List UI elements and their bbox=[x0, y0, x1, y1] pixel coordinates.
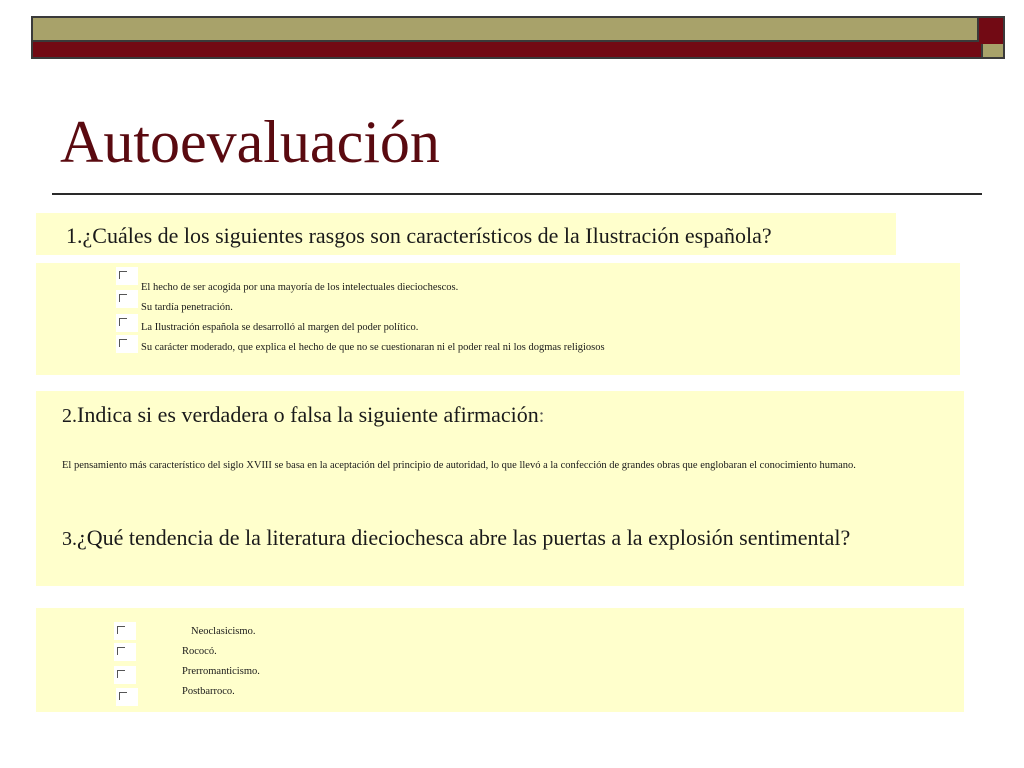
q1-option-2-label: Su tardía penetración. bbox=[141, 302, 233, 313]
q2-statement: El pensamiento más característico del siglo XVIII se basa en la aceptación del principio de autoridad, lo que llevó a la confección de grandes obras que englobaran el conocimiento humano. bbox=[62, 460, 856, 471]
q2-number: 2. bbox=[62, 405, 77, 427]
q2-question bbox=[62, 402, 544, 428]
q1-option-2-checkbox[interactable] bbox=[116, 290, 138, 308]
header-square-bottom bbox=[981, 44, 1003, 57]
checkbox-icon bbox=[119, 294, 127, 302]
q1-option-3-label: La Ilustración española se desarrolló al margen del poder político. bbox=[141, 322, 419, 333]
q1-options-panel bbox=[36, 263, 960, 375]
checkbox-icon bbox=[117, 626, 125, 634]
checkbox-icon bbox=[119, 271, 127, 279]
q1-option-1-checkbox[interactable] bbox=[116, 267, 138, 285]
q2-question-text: Indica si es verdadera o falsa la siguiente afirmación bbox=[77, 402, 539, 427]
q3-option-1-checkbox[interactable] bbox=[114, 622, 136, 640]
q3-option-2-label: Rococó. bbox=[182, 646, 217, 657]
q3-option-2-checkbox[interactable] bbox=[114, 643, 136, 661]
q1-question: 1.¿Cuáles de los siguientes rasgos son característicos de la Ilustración española? bbox=[66, 223, 772, 248]
q3-option-3-checkbox[interactable] bbox=[114, 666, 136, 684]
page-title: Autoevaluación bbox=[60, 109, 440, 175]
q3-number: 3. bbox=[62, 528, 77, 550]
q3-options-panel bbox=[36, 608, 964, 712]
q2-q3-panel bbox=[36, 391, 964, 586]
q3-option-3-label: Prerromanticismo. bbox=[182, 666, 260, 677]
checkbox-icon bbox=[119, 692, 127, 700]
q1-option-4-label: Su carácter moderado, que explica el hecho de que no se cuestionaran ni el poder real ni los dogmas religiosos bbox=[141, 342, 605, 353]
q3-option-4-checkbox[interactable] bbox=[116, 688, 138, 706]
checkbox-icon bbox=[117, 647, 125, 655]
checkbox-icon bbox=[119, 318, 127, 326]
q1-option-1-label: El hecho de ser acogida por una mayoría de los intelectuales dieciochescos. bbox=[141, 282, 459, 293]
checkbox-icon bbox=[117, 670, 125, 678]
q3-question bbox=[62, 524, 902, 553]
title-divider bbox=[52, 193, 982, 195]
header-bar bbox=[31, 16, 1005, 59]
q3-option-4-label: Postbarroco. bbox=[182, 686, 235, 697]
q2-colon: : bbox=[538, 405, 545, 427]
checkbox-icon bbox=[119, 339, 127, 347]
q3-option-1-label: Neoclasicismo. bbox=[191, 626, 256, 637]
header-olive-band bbox=[33, 18, 979, 42]
header-square-top bbox=[981, 18, 1003, 42]
q1-question-panel bbox=[36, 213, 896, 255]
q1-option-3-checkbox[interactable] bbox=[116, 314, 138, 332]
q3-question-text: ¿Qué tendencia de la literatura dieciochesca abre las puertas a la explosión sentimental? bbox=[77, 525, 851, 550]
q1-option-4-checkbox[interactable] bbox=[116, 335, 138, 353]
